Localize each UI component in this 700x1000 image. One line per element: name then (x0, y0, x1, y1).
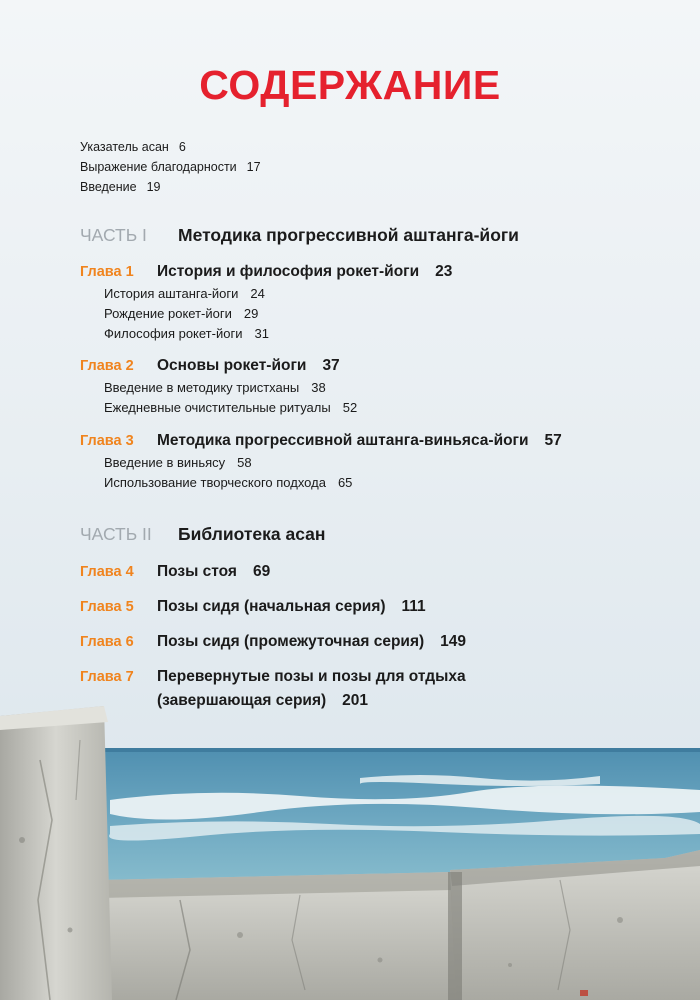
section-label: Использование творческого подхода (104, 475, 326, 490)
chapter-label: Глава 5 (80, 599, 134, 615)
chapter-label: Глава 7 (80, 669, 134, 685)
toc-section[interactable] (104, 324, 452, 344)
toc-section[interactable] (104, 398, 357, 418)
toc-section[interactable] (104, 378, 357, 398)
toc-section[interactable] (104, 304, 452, 324)
chapter-block (80, 429, 562, 493)
chapter-title: Основы рокет-йоги (157, 357, 307, 374)
chapter-label: Глава 1 (80, 264, 134, 280)
chapter-page: 69 (252, 563, 271, 580)
section-label: История аштанга-йоги (104, 286, 239, 301)
part-heading (80, 221, 519, 249)
toc-entry-label: Введение (80, 180, 137, 194)
toc-entry[interactable] (80, 137, 261, 157)
chapter-title: Позы стоя (157, 563, 237, 580)
chapter-block (80, 665, 466, 713)
part-label: ЧАСТЬ II (80, 524, 152, 544)
section-label: Ежедневные очистительные ритуалы (104, 400, 331, 415)
section-page: 58 (237, 455, 252, 470)
chapter-block (80, 560, 270, 584)
chapter-title-line2: (завершающая серия) (157, 692, 327, 709)
part-heading (80, 520, 325, 548)
chapter-page: 37 (322, 357, 340, 374)
chapter-page: 23 (435, 263, 453, 280)
section-label: Введение в виньясу (104, 455, 226, 470)
toc-section[interactable] (104, 284, 452, 304)
section-label: Рождение рокет-йоги (104, 306, 232, 321)
chapter-page: 57 (544, 432, 562, 449)
chapter-page: 111 (401, 598, 426, 615)
chapter-title: Позы сидя (начальная серия) (157, 598, 386, 615)
chapter-title: Методика прогрессивной аштанга-виньяса-йоги (157, 432, 529, 449)
section-page: 52 (342, 400, 358, 415)
chapter-block (80, 354, 357, 418)
front-matter-list (80, 137, 261, 197)
toc-entry[interactable] (80, 177, 261, 197)
section-page: 31 (254, 326, 269, 341)
section-page: 65 (337, 475, 353, 490)
chapter-page: 201 (342, 692, 369, 709)
chapter-label: Глава 4 (80, 564, 134, 580)
section-label: Философия рокет-йоги (104, 326, 243, 341)
chapter-title: Перевернутые позы и позы для отдыха (157, 668, 466, 685)
chapter-page: 149 (440, 633, 467, 650)
toc-entry-page: 19 (146, 180, 161, 194)
section-page: 24 (250, 286, 265, 301)
toc-entry-page: 6 (178, 140, 186, 154)
section-page: 38 (311, 380, 326, 395)
chapter-heading[interactable] (80, 260, 452, 284)
toc-entry-label: Указатель асан (80, 140, 169, 154)
page-title: СОДЕРЖАНИЕ (199, 62, 501, 108)
toc-section[interactable] (104, 473, 562, 493)
chapter-label: Глава 2 (80, 358, 134, 374)
chapter-block (80, 630, 466, 654)
section-label: Введение в методику тристханы (104, 380, 300, 395)
part-title: Методика прогрессивной аштанга-йоги (178, 225, 519, 245)
chapter-heading[interactable] (80, 630, 466, 654)
part-title: Библиотека асан (178, 524, 326, 544)
chapter-title-continued[interactable] (80, 689, 466, 713)
chapter-heading[interactable] (80, 665, 466, 689)
chapter-heading[interactable] (80, 429, 562, 453)
toc-entry-page: 17 (246, 160, 261, 174)
toc-section[interactable] (104, 453, 562, 473)
toc-entry-label: Выражение благодарности (80, 160, 237, 174)
chapter-heading[interactable] (80, 560, 270, 584)
toc-entry[interactable] (80, 157, 261, 177)
chapter-label: Глава 6 (80, 634, 134, 650)
chapter-block (80, 260, 452, 344)
chapter-label: Глава 3 (80, 433, 134, 449)
chapter-title: Позы сидя (промежуточная серия) (157, 633, 425, 650)
part-label: ЧАСТЬ I (80, 225, 147, 245)
chapter-block (80, 595, 426, 619)
section-page: 29 (243, 306, 259, 321)
chapter-heading[interactable] (80, 595, 426, 619)
chapter-heading[interactable] (80, 354, 357, 378)
chapter-title: История и философия рокет-йоги (157, 263, 420, 280)
